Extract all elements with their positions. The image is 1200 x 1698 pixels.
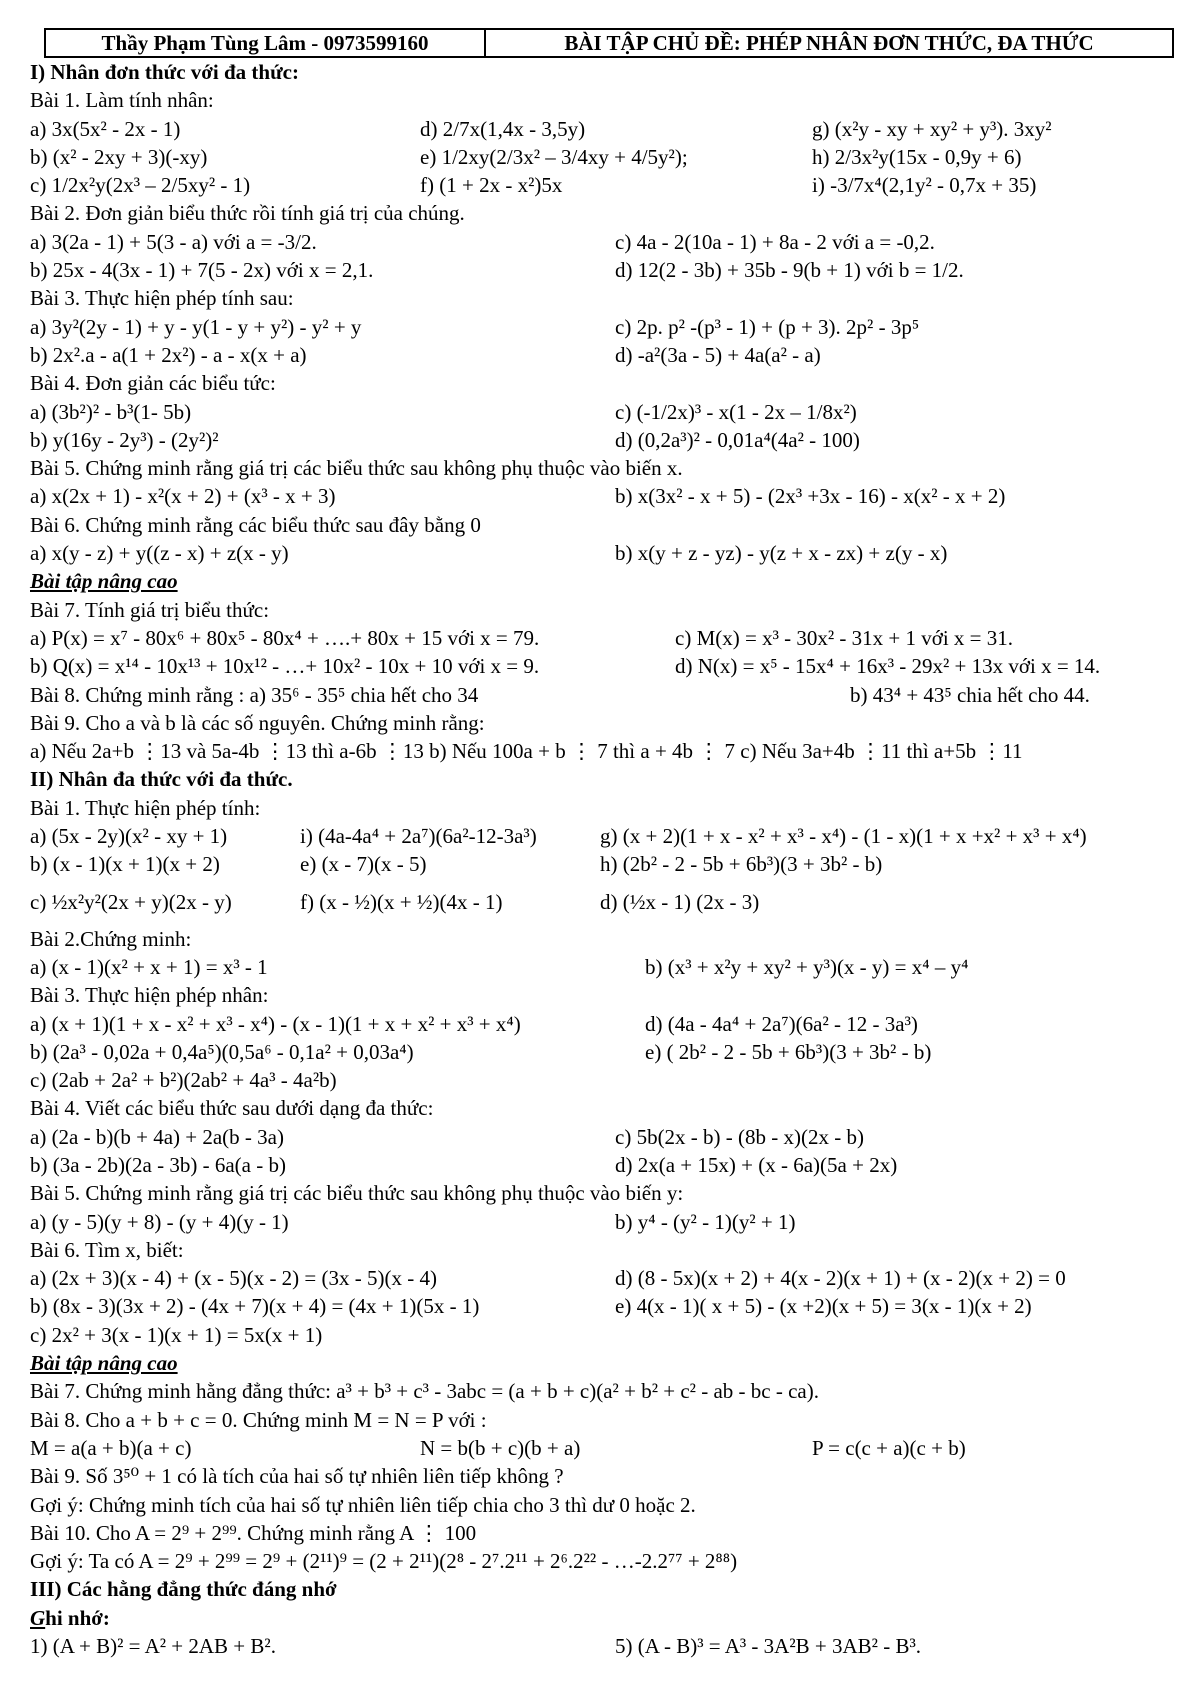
line-text: Bài 6. Tìm x, biết: xyxy=(30,1237,184,1262)
line-cell: d) (4a - 4a⁴ + 2a⁷)(6a² - 12 - 3a³) xyxy=(645,1011,918,1036)
line-text: Bài 4. Đơn giản các biểu tức: xyxy=(30,371,276,396)
line-text: Bài 1. Thực hiện phép tính: xyxy=(30,795,261,820)
line-row2 xyxy=(30,1208,1180,1236)
worksheet-page xyxy=(30,28,1180,1660)
line-cell: 1) (A + B)² = A² + 2AB + B². xyxy=(30,1634,276,1659)
line-rowm3 xyxy=(30,681,1180,709)
worksheet-content xyxy=(30,58,1180,1660)
section-heading: II) Nhân đa thức với đa thức. xyxy=(30,767,293,792)
line-cell: b) Q(x) = x¹⁴ - 10x¹³ + 10x¹² - …+ 10x² - 10x + 10 với x = 9. xyxy=(30,654,540,679)
line-row3 xyxy=(30,143,1180,171)
line-text: Bài 1. Làm tính nhân: xyxy=(30,88,214,113)
line-txt xyxy=(30,284,1180,312)
line-cell: Bài 8. Chứng minh rằng : a) 35⁶ - 35⁵ chia hết cho 34 xyxy=(30,682,479,707)
line-cell: d) 2x(a + 15x) + (x - 6a)(5a + 2x) xyxy=(615,1152,898,1177)
section-heading: I) Nhân đơn thức với đa thức: xyxy=(30,60,300,84)
line-cell: h) (2b² - 2 - 5b + 6b³)(3 + 3b² - b) xyxy=(600,852,883,877)
line-cell: e) ( 2b² - 2 - 5b + 6b³)(3 + 3b² - b) xyxy=(645,1039,932,1064)
line-txt xyxy=(30,1462,1180,1490)
line-txt xyxy=(30,737,1180,765)
line-cell: c) 2p. p² -(p³ - 1) + (p + 3). 2p² - 3p⁵ xyxy=(615,314,920,339)
line-cell: a) 3x(5x² - 2x - 1) xyxy=(30,116,181,141)
advanced-heading: Bài tập nâng cao xyxy=(30,1351,178,1376)
line-row2 xyxy=(30,398,1180,426)
line-row3 xyxy=(30,171,1180,199)
note-initial: G xyxy=(30,1605,46,1630)
line-cell: e) (x - 7)(x - 5) xyxy=(300,852,427,877)
line-row2 xyxy=(30,1632,1180,1660)
line-cell: d) (8 - 5x)(x + 2) + 4(x - 2)(x + 1) + (x - 2)(x + 2) = 0 xyxy=(615,1266,1066,1291)
line-txt xyxy=(30,369,1180,397)
line-cell: b) x(3x² - x + 5) - (2x³ +3x - 16) - x(x² - x + 2) xyxy=(615,484,1006,509)
line-text: Bài 9. Số 3⁵⁰ + 1 có là tích của hai số tự nhiên liên tiếp không ? xyxy=(30,1464,564,1489)
advanced-heading: Bài tập nâng cao xyxy=(30,569,178,594)
line-text: Bài 10. Cho A = 2⁹ + 2⁹⁹. Chứng minh rằng A ⋮ 100 xyxy=(30,1520,477,1545)
line-row3 xyxy=(30,115,1180,143)
line-cell: b) 25x - 4(3x - 1) + 7(5 - 2x) với x = 2,1. xyxy=(30,258,374,283)
line-txt xyxy=(30,1491,1180,1519)
line-cell: b) (x - 1)(x + 1)(x + 2) xyxy=(30,852,220,877)
line-row3 xyxy=(30,1434,1180,1462)
line-txt xyxy=(30,1377,1180,1405)
line-text: Bài 3. Thực hiện phép tính sau: xyxy=(30,286,294,311)
line-txt xyxy=(30,1321,1180,1349)
line-cell: d) (0,2a³)² - 0,01a⁴(4a² - 100) xyxy=(615,427,860,452)
line-cell: d) (½x - 1) (2x - 3) xyxy=(600,889,760,914)
line-cell: 5) (A - B)³ = A³ - 3A²B + 3AB² - B³. xyxy=(615,1634,921,1659)
line-cell: c) (-1/2x)³ - x(1 - 2x – 1/8x²) xyxy=(615,399,857,424)
line-text: Bài 2.Chứng minh: xyxy=(30,926,192,951)
line-rown xyxy=(30,850,1180,878)
header-author: Thầy Phạm Tùng Lâm - 0973599160 xyxy=(46,30,486,56)
line-text: Bài 9. Cho a và b là các số nguyên. Chứng minh rằng: xyxy=(30,710,485,735)
line-cell: b) y⁴ - (y² - 1)(y² + 1) xyxy=(615,1209,796,1234)
line-row2 xyxy=(30,341,1180,369)
line-cell: a) 3(2a - 1) + 5(3 - a) với a = -3/2. xyxy=(30,229,317,254)
line-cell: c) 1/2x²y(2x³ – 2/5xy² - 1) xyxy=(30,173,251,198)
line-cell: a) x(y - z) + y((z - x) + z(x - y) xyxy=(30,541,289,566)
line-cell: b) x(y + z - yz) - y(z + x - zx) + z(y - x) xyxy=(615,541,948,566)
line-note xyxy=(30,1604,1180,1632)
line-cell: e) 4(x - 1)( x + 5) - (x +2)(x + 5) = 3(x - 1)(x + 2) xyxy=(615,1294,1032,1319)
line-cell: i) (4a-4a⁴ + 2a⁷)(6a²-12-3a³) xyxy=(300,824,537,849)
line-rowm xyxy=(30,624,1180,652)
line-txt xyxy=(30,794,1180,822)
line-txt xyxy=(30,1547,1180,1575)
line-text: Gợi ý: Ta có A = 2⁹ + 2⁹⁹ = 2⁹ + (2¹¹)⁹ = (2 + 2¹¹)(2⁸ - 2⁷.2¹¹ + 2⁶.2²² - …-2.2⁷⁷ + 2⁸⁸) xyxy=(30,1549,738,1574)
line-cell: a) (2a - b)(b + 4a) + 2a(b - 3a) xyxy=(30,1124,284,1149)
line-txt xyxy=(30,199,1180,227)
line-rown xyxy=(30,822,1180,850)
header-box xyxy=(44,28,1174,58)
line-cell: d) N(x) = x⁵ - 15x⁴ + 16x³ - 29x² + 13x với x = 14. xyxy=(675,654,1101,679)
note-text: hi nhớ: xyxy=(45,1605,110,1630)
line-text: Bài 4. Viết các biểu thức sau dưới dạng đa thức: xyxy=(30,1096,434,1121)
line-cell: c) 5b(2x - b) - (8b - x)(2x - b) xyxy=(615,1124,864,1149)
line-sec xyxy=(30,765,1180,793)
line-text: Bài 3. Thực hiện phép nhân: xyxy=(30,983,269,1008)
line-text: a) Nếu 2a+b ⋮13 và 5a-4b ⋮13 thì a-6b ⋮13 b) Nếu 100a + b ⋮ 7 thì a + 4b ⋮ 7 c) Nếu 3a+4b ⋮11 thì a+5b ⋮11 xyxy=(30,739,1023,764)
line-text: c) (2ab + 2a² + b²)(2ab² + 4a³ - 4a²b) xyxy=(30,1068,337,1093)
line-row2 xyxy=(30,1123,1180,1151)
line-text: c) 2x² + 3(x - 1)(x + 1) = 5x(x + 1) xyxy=(30,1322,323,1347)
line-cell: P = c(c + a)(c + b) xyxy=(812,1435,966,1460)
line-cell: b) y(16y - 2y³) - (2y²)² xyxy=(30,427,219,452)
line-text: Bài 8. Cho a + b + c = 0. Chứng minh M = N = P với : xyxy=(30,1407,487,1432)
header-title: BÀI TẬP CHỦ ĐỀ: PHÉP NHÂN ĐƠN THỨC, ĐA THỨC xyxy=(564,30,1094,55)
line-cell: b) (2a³ - 0,02a + 0,4a⁵)(0,5a⁶ - 0,1a² + 0,03a⁴) xyxy=(30,1039,414,1064)
line-txt xyxy=(30,454,1180,482)
line-txt xyxy=(30,86,1180,114)
line-cell: a) (x + 1)(1 + x - x² + x³ - x⁴) - (x - 1)(1 + x + x² + x³ + x⁴) xyxy=(30,1011,521,1036)
line-text: Bài 2. Đơn giản biểu thức rồi tính giá trị của chúng. xyxy=(30,201,465,226)
line-txt xyxy=(30,596,1180,624)
line-cell: b) (8x - 3)(3x + 2) - (4x + 7)(x + 4) = (4x + 1)(5x - 1) xyxy=(30,1294,480,1319)
line-txt xyxy=(30,925,1180,953)
line-cell: a) (y - 5)(y + 8) - (y + 4)(y - 1) xyxy=(30,1209,289,1234)
line-row2 xyxy=(30,1292,1180,1320)
line-row2 xyxy=(30,313,1180,341)
line-cell: d) 12(2 - 3b) + 35b - 9(b + 1) với b = 1/2. xyxy=(615,258,964,283)
line-row2 xyxy=(30,1264,1180,1292)
line-row2 xyxy=(30,228,1180,256)
line-cell: d) -a²(3a - 5) + 4a(a² - a) xyxy=(615,342,821,367)
line-sec xyxy=(30,58,1180,86)
line-cell: f) (1 + 2x - x²)5x xyxy=(420,173,563,198)
line-cell: d) 2/7x(1,4x - 3,5y) xyxy=(420,116,586,141)
line-cell: g) (x + 2)(1 + x - x² + x³ - x⁴) - (1 - x)(1 + x +x² + x³ + x⁴) xyxy=(600,824,1087,849)
line-row2m xyxy=(30,1038,1180,1066)
line-adv xyxy=(30,567,1180,595)
line-txt xyxy=(30,511,1180,539)
line-txt xyxy=(30,1094,1180,1122)
line-row2h xyxy=(30,953,1180,981)
line-text: Bài 7. Tính giá trị biểu thức: xyxy=(30,597,270,622)
line-text: Bài 5. Chứng minh rằng giá trị các biểu thức sau không phụ thuộc vào biến y: xyxy=(30,1181,684,1206)
line-cell: b) 43⁴ + 43⁵ chia hết cho 44. xyxy=(850,682,1090,707)
line-cell: a) (x - 1)(x² + x + 1) = x³ - 1 xyxy=(30,954,268,979)
line-cell: a) (2x + 3)(x - 4) + (x - 5)(x - 2) = (3x - 5)(x - 4) xyxy=(30,1266,437,1291)
line-text: Gợi ý: Chứng minh tích của hai số tự nhiên liên tiếp chia cho 3 thì dư 0 hoặc 2. xyxy=(30,1492,696,1517)
section-heading: III) Các hằng đẳng thức đáng nhớ xyxy=(30,1577,337,1602)
line-cell: b) (x³ + x²y + xy² + y³)(x - y) = x⁴ – y⁴ xyxy=(645,954,969,979)
line-cell: a) (3b²)² - b³(1- 5b) xyxy=(30,399,192,424)
line-row2 xyxy=(30,1151,1180,1179)
line-sec xyxy=(30,1575,1180,1603)
line-cell: M = a(a + b)(a + c) xyxy=(30,1435,192,1460)
line-txt xyxy=(30,1519,1180,1547)
line-txt xyxy=(30,1406,1180,1434)
line-text: Bài 6. Chứng minh rằng các biểu thức sau đây bằng 0 xyxy=(30,512,481,537)
line-row2 xyxy=(30,539,1180,567)
line-txt xyxy=(30,709,1180,737)
line-cell: a) x(2x + 1) - x²(x + 2) + (x³ - x + 3) xyxy=(30,484,336,509)
line-cell: a) 3y²(2y - 1) + y - y(1 - y + y²) - y² + y xyxy=(30,314,362,339)
line-rowm xyxy=(30,652,1180,680)
line-cell: i) -3/7x⁴(2,1y² - 0,7x + 35) xyxy=(812,173,1037,198)
line-rownt xyxy=(30,879,1180,925)
line-cell: a) (5x - 2y)(x² - xy + 1) xyxy=(30,824,228,849)
line-cell: c) M(x) = x³ - 30x² - 31x + 1 với x = 31. xyxy=(675,625,1014,650)
line-cell: b) (x² - 2xy + 3)(-xy) xyxy=(30,144,208,169)
line-cell: c) ½x²y²(2x + y)(2x - y) xyxy=(30,889,232,914)
line-text: Bài 7. Chứng minh hằng đẳng thức: a³ + b³ + c³ - 3abc = (a + b + c)(a² + b² + c² - ab - bc - ca). xyxy=(30,1379,819,1404)
line-txt xyxy=(30,1236,1180,1264)
line-row2m xyxy=(30,1010,1180,1038)
line-cell: c) 4a - 2(10a - 1) + 8a - 2 với a = -0,2. xyxy=(615,229,935,254)
line-cell: f) (x - ½)(x + ½)(4x - 1) xyxy=(300,889,503,914)
line-text: Bài 5. Chứng minh rằng giá trị các biểu thức sau không phụ thuộc vào biến x. xyxy=(30,456,683,481)
line-cell: e) 1/2xy(2/3x² – 3/4xy + 4/5y²); xyxy=(420,144,688,169)
line-cell: h) 2/3x²y(15x - 0,9y + 6) xyxy=(812,144,1022,169)
line-cell: a) P(x) = x⁷ - 80x⁶ + 80x⁵ - 80x⁴ + ….+ 80x + 15 với x = 79. xyxy=(30,625,540,650)
line-adv xyxy=(30,1349,1180,1377)
line-txt xyxy=(30,1179,1180,1207)
line-txt xyxy=(30,1066,1180,1094)
line-cell: N = b(b + c)(b + a) xyxy=(420,1435,581,1460)
line-cell: b) 2x².a - a(1 + 2x²) - a - x(x + a) xyxy=(30,342,307,367)
line-txt xyxy=(30,981,1180,1009)
line-cell: b) (3a - 2b)(2a - 3b) - 6a(a - b) xyxy=(30,1152,286,1177)
line-row2 xyxy=(30,426,1180,454)
line-cell: g) (x²y - xy + xy² + y³). 3xy² xyxy=(812,116,1052,141)
line-row2 xyxy=(30,256,1180,284)
line-row2 xyxy=(30,482,1180,510)
